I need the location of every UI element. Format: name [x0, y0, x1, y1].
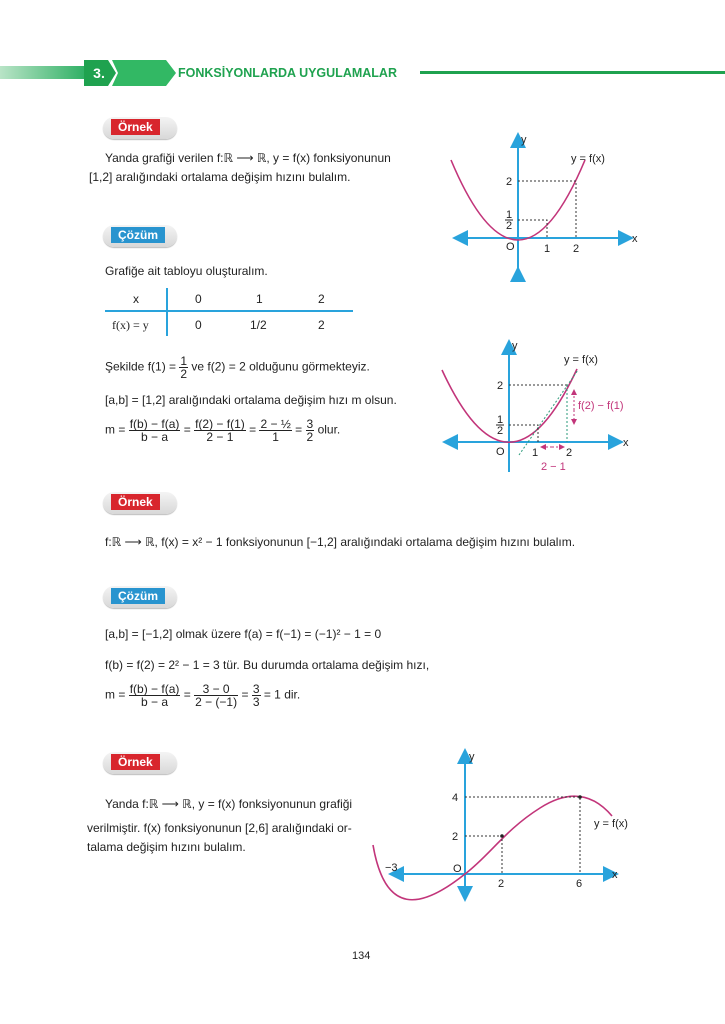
text: =	[183, 687, 191, 702]
table-cell: 0	[195, 292, 202, 306]
denominator: b − a	[141, 430, 169, 444]
example-label-text: Örnek	[111, 494, 160, 510]
denominator: 3	[252, 695, 260, 709]
text: =	[241, 687, 249, 702]
text: = 1 dir.	[263, 687, 301, 702]
x-tick-1: 1	[532, 447, 539, 459]
y-tick-4: 4	[452, 792, 459, 804]
interval-line: [a,b] = [1,2] aralığındaki ortalama değişim hızı m olsun.	[105, 393, 397, 407]
x-tick-1: 1	[544, 243, 551, 255]
numerator: 3	[306, 417, 314, 431]
curve-label: y = f(x)	[571, 153, 605, 165]
y-tick-half-num: 1	[497, 414, 504, 426]
guide-lines	[518, 181, 576, 238]
text: ve f(2) = 2 olduğunu görmekteyiz.	[191, 359, 370, 374]
x-tick-2: 2	[573, 243, 580, 255]
table-cell-fraction: 1/2	[250, 318, 267, 332]
graph-1	[451, 134, 638, 270]
solution-label-text: Çözüm	[111, 588, 165, 604]
numerator: 1	[180, 354, 188, 368]
chapter-title: FONKSİYONLARDA UYGULAMALAR	[178, 66, 397, 80]
text: Şekilde f(1) =	[105, 359, 177, 374]
denominator: 2	[180, 367, 188, 381]
table-header-fx: f(x) = y	[112, 318, 149, 332]
y-tick-2: 2	[452, 831, 459, 843]
denominator: b − a	[141, 695, 169, 709]
graph-2	[442, 340, 629, 473]
dx-label: 2 − 1	[541, 461, 566, 473]
numerator: 3 − 0	[194, 683, 238, 696]
x-tick-2: 2	[566, 447, 573, 459]
x-label: x	[612, 869, 618, 881]
text: =	[295, 422, 303, 437]
x-tick-2: 2	[498, 878, 505, 890]
example3-line3: talama değişim hızını bulalım.	[87, 840, 246, 854]
example1-line1: Yanda grafiği verilen f:ℝ ⟶ ℝ, y = f(x) fonksiyonunun	[105, 151, 391, 165]
numerator: f(b) − f(a)	[129, 682, 180, 696]
curve-label: y = f(x)	[564, 354, 598, 366]
table-cell: 1	[256, 292, 263, 306]
numerator: f(b) − f(a)	[129, 417, 180, 431]
origin-label: O	[453, 863, 462, 875]
page-number: 134	[352, 950, 371, 962]
x-label: x	[623, 437, 629, 449]
graph-3	[373, 751, 628, 900]
y-tick-half-num: 1	[506, 209, 513, 221]
y-tick-2: 2	[497, 380, 504, 392]
point-6-4	[578, 795, 582, 799]
text: olur.	[317, 422, 341, 437]
table-header-x: x	[133, 292, 139, 306]
y-tick-half-den: 2	[497, 425, 504, 437]
point-2-2	[500, 834, 504, 838]
solution-label-text: Çözüm	[111, 227, 165, 243]
example-label-text: Örnek	[111, 754, 160, 770]
example-label-text: Örnek	[111, 119, 160, 135]
solution2-line2: f(b) = f(2) = 2² − 1 = 3 tür. Bu durumda ortalama değişim hızı,	[105, 658, 430, 672]
chapter-number: 3.	[93, 65, 105, 81]
solution2-line1: [a,b] = [−1,2] olmak üzere f(a) = f(−1) = (−1)² − 1 = 0	[105, 627, 382, 641]
origin-label: O	[496, 446, 505, 458]
guide-lines	[509, 385, 567, 442]
x-tick-minus3: −3	[385, 862, 398, 874]
text: =	[249, 422, 257, 437]
example2-text: f:ℝ ⟶ ℝ, f(x) = x² − 1 fonksiyonunun [−1,2] aralığındaki ortalama değişim hızını bulalım.	[105, 535, 576, 549]
text: =	[183, 422, 191, 437]
text: m =	[105, 422, 126, 437]
guide-lines	[465, 797, 580, 874]
x-label: x	[632, 233, 638, 245]
y-tick-half-den: 2	[506, 220, 513, 232]
example3-line1: Yanda f:ℝ ⟶ ℝ, y = f(x) fonksiyonunun grafiği	[105, 797, 353, 811]
denominator: 1	[272, 430, 279, 444]
numerator: 2 − ½	[260, 417, 291, 431]
origin-label: O	[506, 241, 515, 253]
table-cell: 2	[318, 318, 325, 332]
x-tick-6: 6	[576, 878, 583, 890]
y-label: y	[512, 340, 518, 352]
denominator: 2 − 1	[206, 430, 234, 444]
y-tick-2: 2	[506, 176, 513, 188]
example1-line2: [1,2] aralığındaki ortalama değişim hızını bulalım.	[89, 170, 351, 184]
solution1-intro: Grafiğe ait tabloyu oluşturalım.	[105, 264, 268, 278]
y-label: y	[521, 134, 527, 146]
denominator: 2 − (−1)	[195, 695, 238, 709]
text: m =	[105, 687, 126, 702]
table-cell: 0	[195, 318, 202, 332]
y-label: y	[469, 751, 475, 763]
diff-label: f(2) − f(1)	[578, 400, 624, 412]
curve-label: y = f(x)	[594, 818, 628, 830]
table-cell: 2	[318, 292, 325, 306]
numerator: f(2) − f(1)	[195, 417, 245, 431]
numerator: 3	[252, 682, 260, 696]
example3-line2: verilmiştir. f(x) fonksiyonunun [2,6] aralığındaki or-	[87, 821, 352, 835]
denominator: 2	[306, 430, 314, 444]
